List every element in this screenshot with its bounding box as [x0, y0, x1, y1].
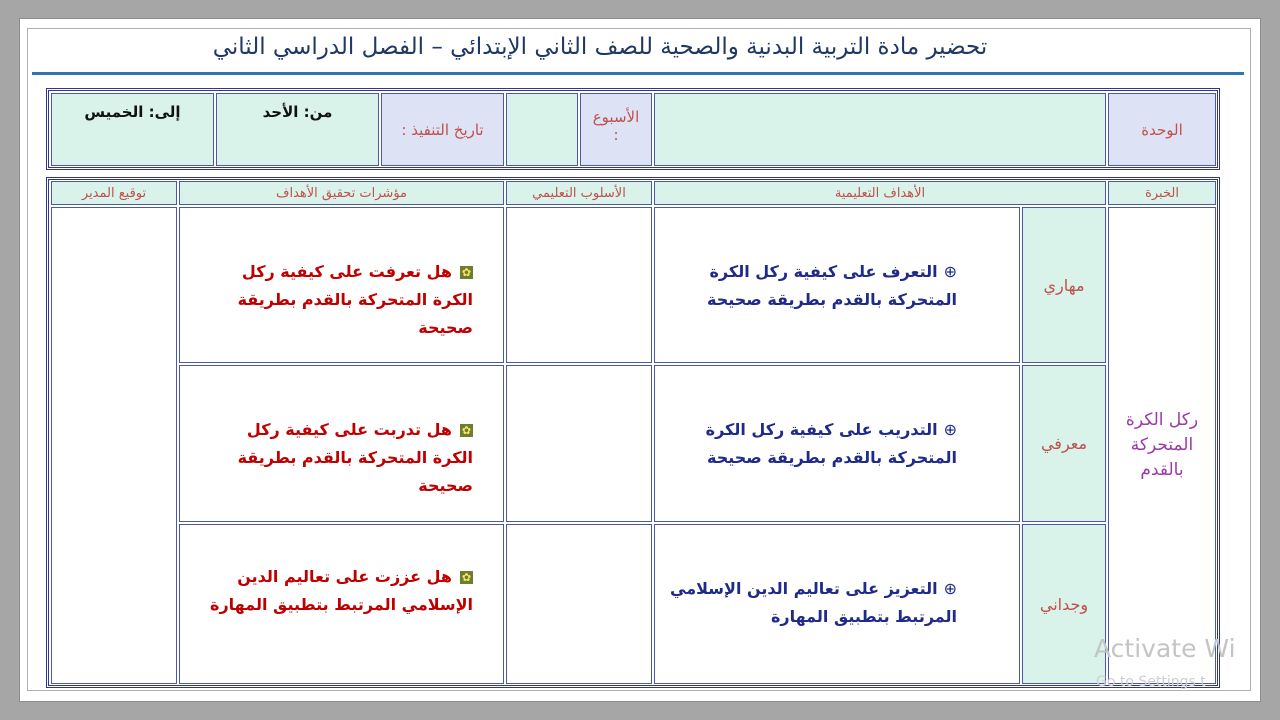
flower-bullet-icon: ✿: [461, 424, 472, 437]
header-principal-signature: توقيع المدير: [51, 181, 177, 205]
week-label: الأسبوع: [592, 108, 640, 126]
to-cell: [51, 93, 214, 166]
crosshair-bullet-icon: ⊕: [943, 579, 957, 598]
header-objectives: الأهداف التعليمية: [654, 181, 1106, 205]
crosshair-bullet-icon: ⊕: [943, 420, 957, 439]
execution-date-label: تاريخ التنفيذ :: [401, 120, 484, 139]
indicator-cell-2: [179, 365, 504, 522]
indicator-cell-3: [179, 524, 504, 684]
principal-signature-cell[interactable]: [51, 207, 177, 684]
week-value-cell: [506, 93, 578, 166]
indicator-text: ✿هل تدربت على كيفية ركل الكرة المتحركة بالقدم بطريقة صحيحة: [237, 420, 473, 495]
domain-label: مهاري: [1043, 275, 1085, 295]
header-indicators: مؤشرات تحقيق الأهداف: [179, 181, 504, 205]
unit-label: الوحدة: [1141, 120, 1183, 139]
domain-label: وجداني: [1039, 594, 1089, 614]
page-title: تحضير مادة التربية البدنية والصحية للصف الثاني الإبتدائي – الفصل الدراسي الثاني: [212, 34, 988, 60]
flower-bullet-icon: ✿: [461, 571, 472, 584]
domain-cell-2: [1022, 365, 1106, 522]
flower-bullet-icon: ✿: [461, 266, 472, 279]
week-colon: :: [613, 126, 619, 144]
objective-text: ⊕التعرف على كيفية ركل الكرة المتحركة بالقدم بطريقة صحيحة: [707, 262, 957, 309]
domain-cell-1: [1022, 207, 1106, 363]
to-label: إلى: الخميس: [84, 103, 181, 121]
domain-label: معرفي: [1040, 434, 1088, 453]
experience-value: ركل الكرة المتحركة بالقدم: [1125, 410, 1199, 480]
unit-label-cell: [1108, 93, 1216, 166]
indicator-text: ✿هل عززت على تعاليم الدين الإسلامي المرتبط بتطبيق المهارة: [210, 567, 473, 614]
activation-watermark-sub: Go to Settings t: [1096, 674, 1206, 690]
from-label: من: الأحد: [262, 103, 333, 121]
unit-value-cell: [654, 93, 1106, 166]
crosshair-bullet-icon: ⊕: [943, 262, 957, 281]
method-cell-2: [506, 365, 652, 522]
title-underline: [32, 72, 1244, 75]
objective-cell-1: [654, 207, 1020, 363]
objective-cell-3: [654, 524, 1020, 684]
method-cell-1: [506, 207, 652, 363]
method-cell-3: [506, 524, 652, 684]
objective-text: ⊕التدريب على كيفية ركل الكرة المتحركة بالقدم بطريقة صحيحة: [705, 420, 957, 467]
header-method: الأسلوب التعليمي: [506, 181, 652, 205]
experience-cell: [1108, 207, 1216, 684]
indicator-cell-1: [179, 207, 504, 363]
week-label-cell: [580, 93, 652, 166]
header-experience: الخبرة: [1108, 181, 1216, 205]
objective-text: ⊕التعزيز على تعاليم الدين الإسلامي المرتبط بتطبيق المهارة: [670, 579, 957, 626]
from-cell: [216, 93, 379, 166]
activation-watermark: Activate Wi: [1094, 634, 1236, 663]
date-label-cell: [381, 93, 504, 166]
indicator-text: ✿هل تعرفت على كيفية ركل الكرة المتحركة بالقدم بطريقة صحيحة: [237, 262, 473, 337]
objective-cell-2: [654, 365, 1020, 522]
